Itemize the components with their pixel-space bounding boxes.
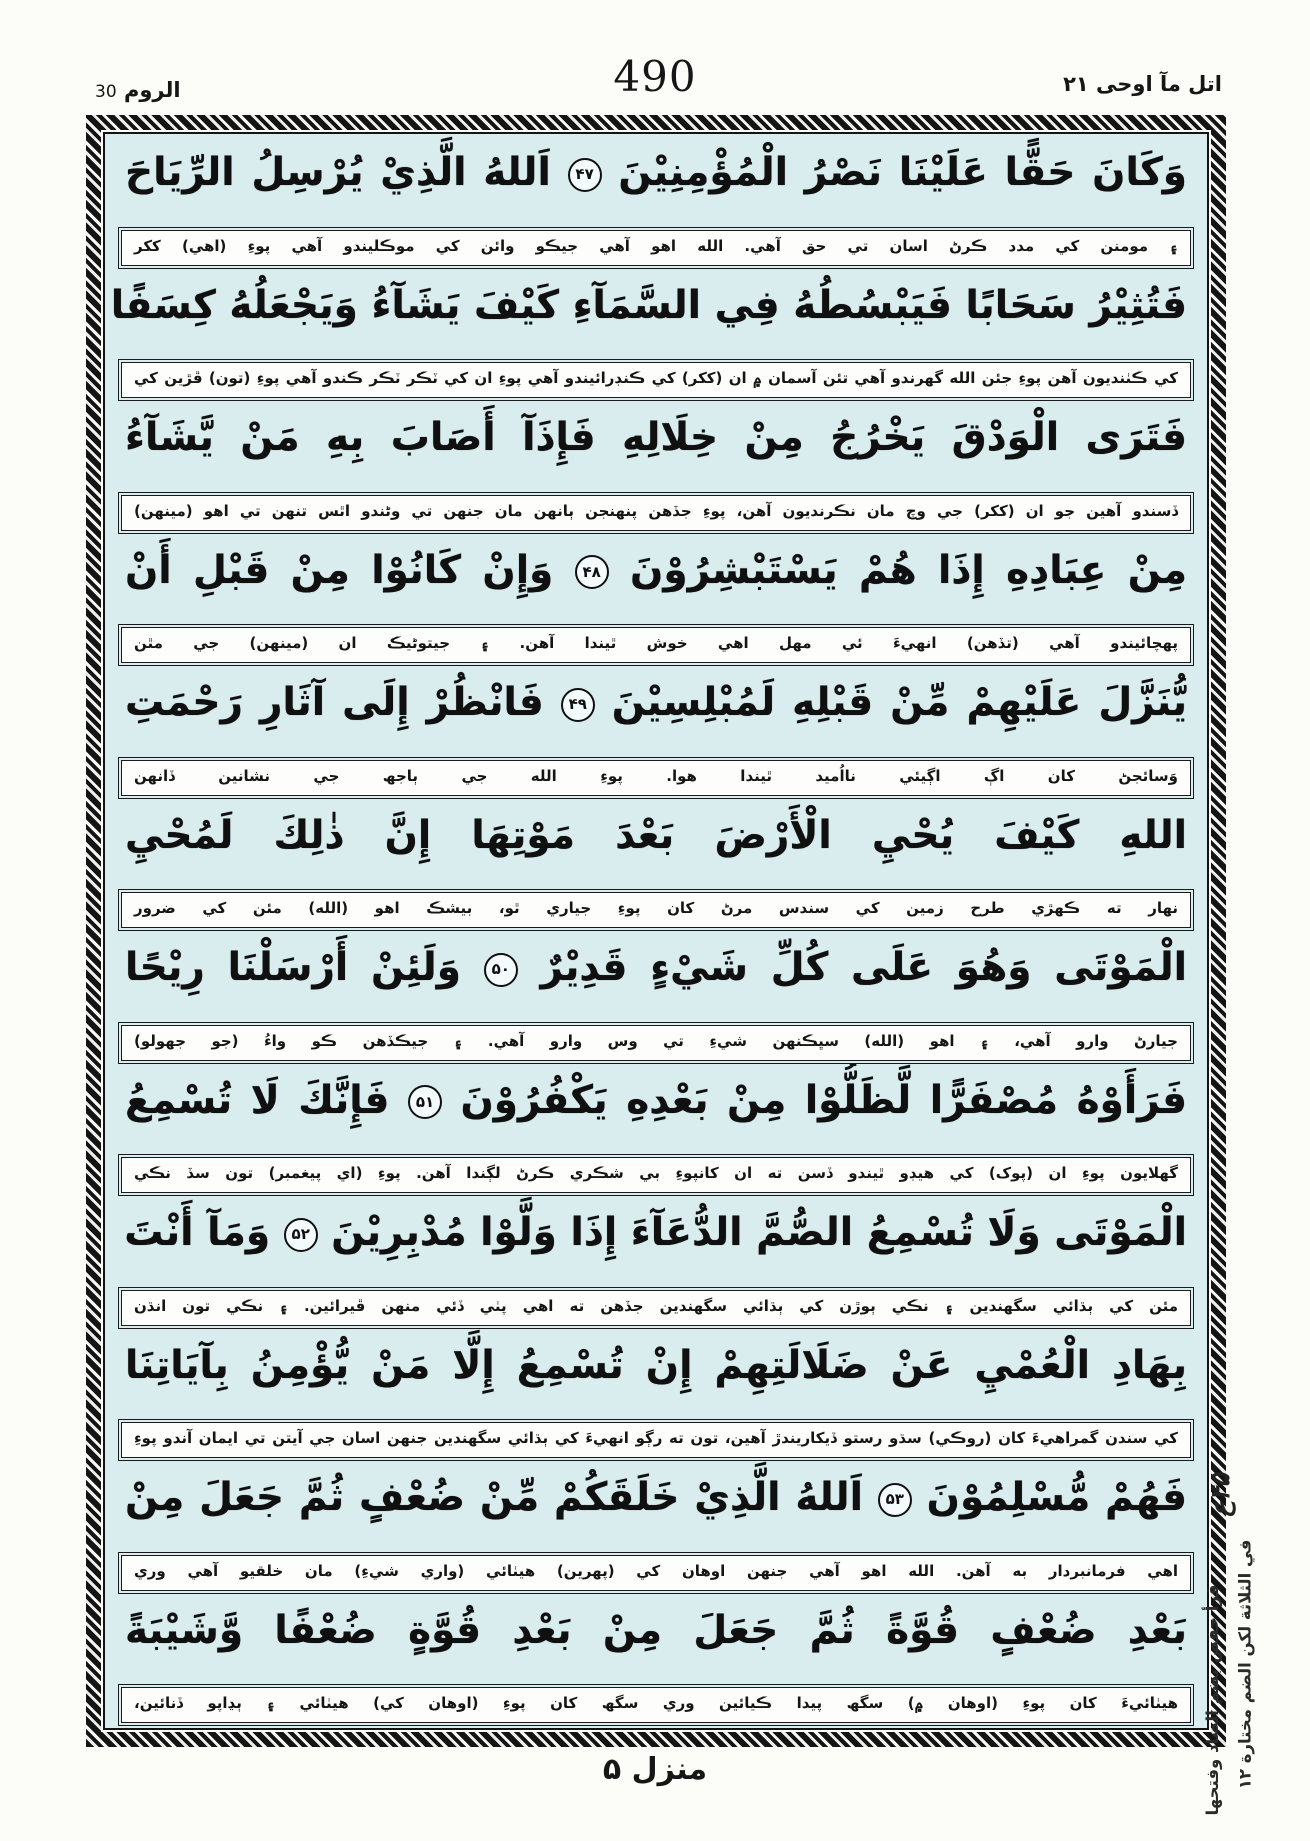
sindhi-translation-line-4: پهچائيندو آهي (تڏهن) انهيءَ ئي مهل اهي خوش ٿيندا آهن. ۽ جيتوڻيڪ ان (مينهن) جي مٿن [121, 627, 1191, 663]
juz-reference [1063, 72, 1222, 96]
quran-arabic-line-12: بَعْدِ ضُعْفٍ قُوَّةً ثُمَّ جَعَلَ مِنْ بَعْدِ قُوَّةٍ ضُعْفًا وَّشَيْبَةً [125, 1607, 1187, 1653]
quran-arabic-line-1: وَكَانَ حَقًّا عَلَيْنَا نَصْرُ الْمُؤْمِنِيْنَ ۴۷ اَللهُ الَّذِيْ يُرْسِلُ الرِّيَاحَ [125, 150, 1188, 195]
quran-arabic-line-8: فَرَأَوْهُ مُصْفَرًّا لَّظَلُّوْا مِنْ بَعْدِهِ يَكْفُرُوْنَ ۵۱ فَإِنَّكَ لَا تُسْمِعُ [125, 1077, 1188, 1123]
ayah-number-marker: ۴۷ [568, 158, 602, 192]
quran-arabic-line-6: اللهِ كَيْفَ يُحْيِ الْأَرْضَ بَعْدَ مَوْتِهَا إِنَّ ذٰلِكَ لَمُحْيِ [125, 812, 1187, 858]
quran-arabic-line-2: فَتُثِيْرُ سَحَابًا فَيَبْسُطُهُ فِي السَّمَآءِ كَيْفَ يَشَآءُ وَيَجْعَلُهُ كِسَفًا [110, 282, 1187, 328]
sindhi-translation-line-11: اهي فرمانبردار به آهن. الله اهو آهي جنهن اوهان کي (پهرين) هيٺائي (واري شيءِ) مان خلقيو آهي وري [121, 1555, 1191, 1591]
ayah-number-marker: ۴۸ [575, 555, 609, 589]
quran-arabic-line-4: مِنْ عِبَادِهِ إِذَا هُمْ يَسْتَبْشِرُوْنَ ۴۸ وَإِنْ كَانُوْا مِنْ قَبْلِ أَنْ [125, 547, 1188, 593]
quran-arabic-line-5: يُّنَزَّلَ عَلَيْهِمْ مِّنْ قَبْلِهِ لَمُبْلِسِيْنَ ۴۹ فَانْظُرْ إِلَى آثَارِ رَحْمَتِ [125, 680, 1187, 725]
sindhi-translation-line-7: جيارڻ وارو آهي، ۽ اهو (الله) سڀڪنهن شيءِ تي وس وارو آهي. ۽ جيڪڏهن ڪو واءُ (جو جهولو) [121, 1025, 1191, 1061]
ayah-number-marker: ۴۹ [561, 688, 595, 722]
surah-number: 30 [95, 82, 117, 102]
sindhi-translation-line-5: وَسائجڻ کان اڳ اڳيئي نااُميد ٿيندا هوا. پوءِ الله جي ٻاجھ جي نشانين ڏانهن [121, 760, 1191, 796]
juz-title: اتل مآ اوحی [1096, 72, 1222, 96]
ayah-number-marker: ۵۱ [408, 1085, 442, 1119]
sindhi-translation-line-12: هيٺائيءَ کان پوءِ (اوهان ۾) سگھ پيدا ڪيائين وري سگھ کان پوءِ (اوهان کي) هيٺائي ۽ ٻڍاپو ڏنائين، [121, 1687, 1191, 1723]
sindhi-translation-line-9: مئن کي ٻڌائي سگهندين ۽ نڪي ٻوڙن کي ٻڌائي سگهندين جڏهن ته اهي پٺي ڏئي منهن ڦيرائين. ۽ نڪي تون انڌن [121, 1290, 1191, 1326]
sindhi-translation-line-6: نهار ته ڪهڙي طرح زمين کي سندس مرڻ کان پوءِ جياري ٿو، بيشڪ اهو (الله) مئن کي ضرور [121, 892, 1191, 928]
sindhi-translation-line-8: گهلايون پوءِ ان (پوک) کي هيڊو ٿيندو ڏسن ته ان کانپوءِ بي شڪري ڪرڻ لڳندا آهن. پوءِ (اي پيغمبر) تون سڏ نڪي [121, 1157, 1191, 1193]
margin-qiraat-note-line2: في الثلاثة لكن الضم مختارة ۱۲ [1235, 1539, 1255, 1790]
quran-arabic-line-11: فَهُمْ مُّسْلِمُوْنَ ۵۳ اَللهُ الَّذِيْ خَلَقَكُمْ مِّنْ ضُعْفٍ ثُمَّ جَعَلَ مِنْ [125, 1475, 1188, 1520]
margin-qiraat-note-line1: قرأ حفص بضم الضاد وفتحها [1203, 1584, 1222, 1816]
sindhi-translation-line-1: ۽ مومنن کي مدد ڪرڻ اسان تي حق آهي. الله اهو آهي جيڪو وائن کي موڪليندو آهي پوءِ (اهي) ککر [121, 230, 1191, 266]
juz-number: ۲۱ [1063, 72, 1089, 96]
decorative-chain-border-frame [86, 115, 1226, 1747]
page-number: 490 [613, 52, 697, 101]
mushaf-text-area [103, 132, 1209, 1730]
quran-arabic-line-10: بِهَادِ الْعُمْيِ عَنْ ضَلَالَتِهِمْ إِنْ تُسْمِعُ إِلَّا مَنْ يُّؤْمِنُ بِآيَاتِنَا [125, 1342, 1187, 1388]
sindhi-translation-line-3: ڏسندو آهين جو ان (ککر) جي وچ مان نڪرنديون آهن، پوءِ جڏهن پنهنجن ٻانهن مان جنهن تي وڻندو اٿس تنهن تي اهو (مينهن) [121, 495, 1191, 531]
ayah-number-marker: ۵۲ [284, 1218, 318, 1252]
manzil-footer: منزل ۵ [602, 1752, 708, 1787]
surah-name: الروم [123, 78, 181, 102]
surah-reference [95, 78, 181, 102]
ayah-number-marker: ۵۳ [878, 1483, 912, 1517]
quran-arabic-line-7: الْمَوْتَى وَهُوَ عَلَى كُلِّ شَيْءٍ قَدِيْرٌ ۵۰ وَلَئِنْ أَرْسَلْنَا رِيْحًا [125, 945, 1188, 990]
sindhi-translation-line-2: کي ڪٺنديون آهن پوءِ جئن الله گهرندو آهي تئن آسمان ۾ ان (ککر) کي ڪنڊرائيندو آهي پوءِ ان کي ٽڪر ٽڪر ڪندو آهي پوءِ (تون) ڦڙين کي [121, 362, 1191, 398]
quran-arabic-line-3: فَتَرَى الْوَدْقَ يَخْرُجُ مِنْ خِلَالِهِ فَإِذَآ أَصَابَ بِهِ مَنْ يَّشَآءُ [125, 415, 1187, 460]
quran-arabic-line-9: الْمَوْتَى وَلَا تُسْمِعُ الصُّمَّ الدُّعَآءَ إِذَا وَلَّوْا مُدْبِرِيْنَ ۵۲ وَمَآ أَنْتَ [124, 1210, 1187, 1255]
ruku-marker: ۴۵ع [1206, 1473, 1236, 1517]
ayah-number-marker: ۵۰ [484, 953, 518, 987]
sindhi-translation-line-10: کي سندن گمراهيءَ کان (روڪي) سڌو رستو ڏيکاريندڙ آهين، تون ته رڳو انهيءَ کي ٻڌائي سگهندين جنهن اسان جي آيتن تي ايمان آندو پوءِ [121, 1422, 1191, 1458]
